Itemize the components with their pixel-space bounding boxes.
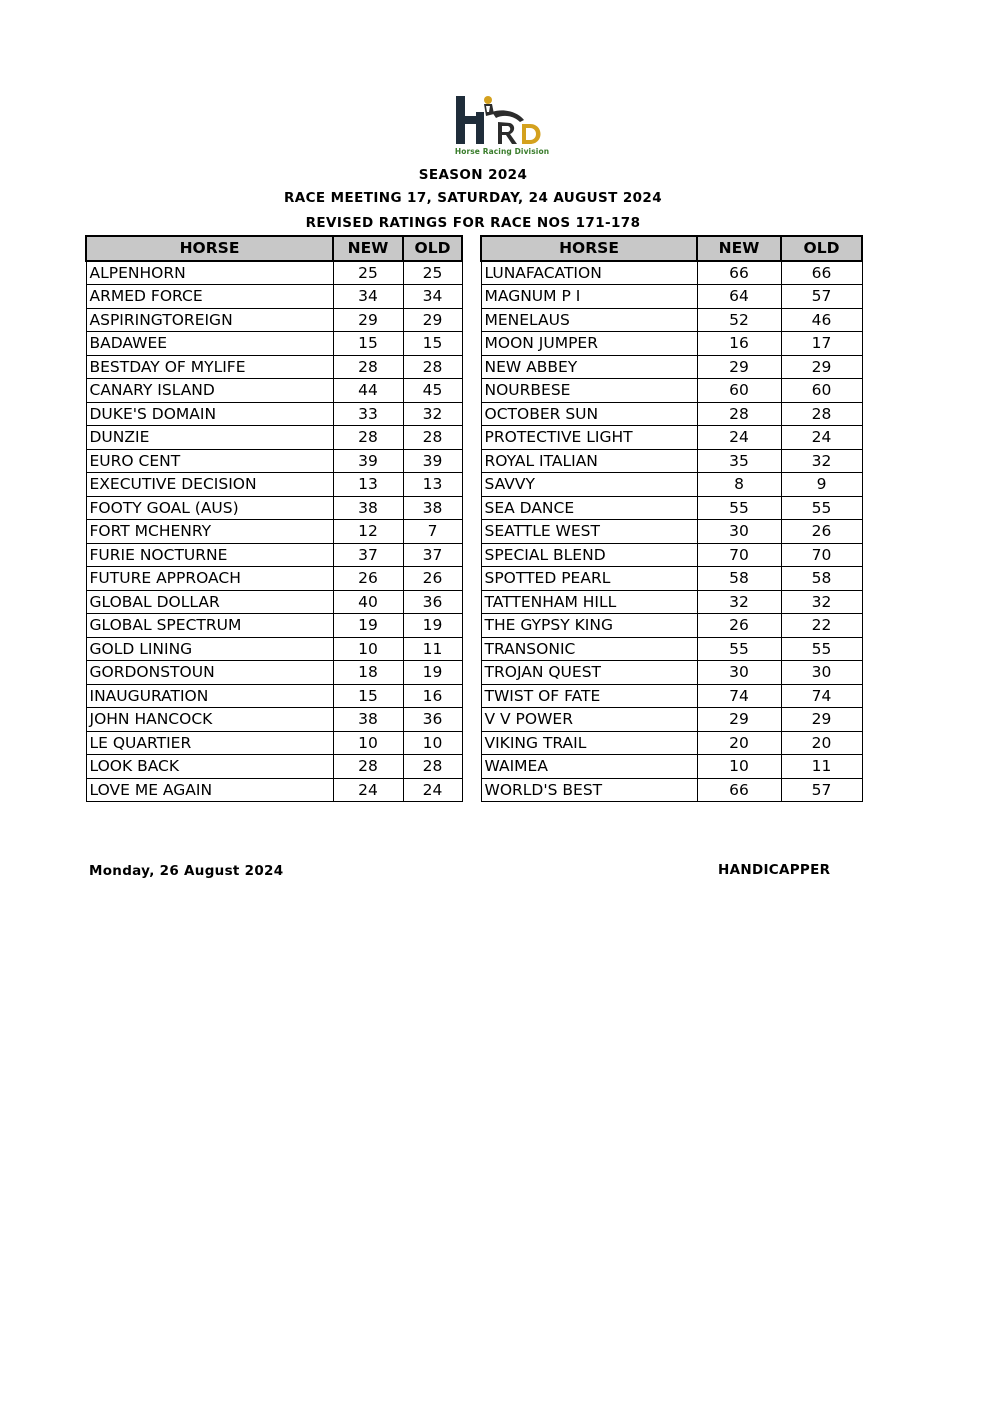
horse-name-cell: ARMED FORCE [86, 285, 333, 309]
new-rating-cell: 28 [697, 402, 781, 426]
table-row [481, 449, 862, 473]
table-row [86, 496, 462, 520]
ratings-table-right-body [481, 261, 862, 802]
old-rating-cell: 57 [781, 778, 862, 802]
horse-name-cell: BESTDAY OF MYLIFE [86, 355, 333, 379]
old-rating-cell: 58 [781, 567, 862, 591]
table-row [86, 567, 462, 591]
old-rating-cell: 66 [781, 261, 862, 285]
old-rating-cell: 28 [403, 755, 462, 779]
old-rating-cell: 46 [781, 308, 862, 332]
old-rating-cell: 74 [781, 684, 862, 708]
horse-name-cell: MAGNUM P I [481, 285, 697, 309]
table-row [86, 402, 462, 426]
old-rating-cell: 16 [403, 684, 462, 708]
old-rating-cell: 32 [781, 590, 862, 614]
table-row [481, 684, 862, 708]
new-rating-cell: 10 [333, 731, 403, 755]
old-rating-cell: 60 [781, 379, 862, 403]
new-rating-cell: 33 [333, 402, 403, 426]
new-rating-cell: 8 [697, 473, 781, 497]
ratings-table-left [85, 235, 463, 802]
horse-name-cell: WAIMEA [481, 755, 697, 779]
horse-name-cell: GORDONSTOUN [86, 661, 333, 685]
table-row [481, 496, 862, 520]
new-rating-cell: 74 [697, 684, 781, 708]
old-rating-cell: 10 [403, 731, 462, 755]
old-rating-cell: 9 [781, 473, 862, 497]
horse-name-cell: GLOBAL DOLLAR [86, 590, 333, 614]
table-row [86, 379, 462, 403]
new-rating-cell: 24 [697, 426, 781, 450]
horse-name-cell: PROTECTIVE LIGHT [481, 426, 697, 450]
horse-name-cell: GLOBAL SPECTRUM [86, 614, 333, 638]
table-row [86, 332, 462, 356]
table-row [481, 661, 862, 685]
issue-date: Monday, 26 August 2024 [89, 863, 284, 879]
old-rating-cell: 26 [403, 567, 462, 591]
old-rating-cell: 70 [781, 543, 862, 567]
column-header-new: NEW [697, 236, 781, 261]
handicapper-signature: HANDICAPPER [718, 862, 831, 878]
horse-name-cell: LOVE ME AGAIN [86, 778, 333, 802]
new-rating-cell: 35 [697, 449, 781, 473]
new-rating-cell: 10 [333, 637, 403, 661]
table-header-row [481, 236, 862, 261]
new-rating-cell: 38 [333, 708, 403, 732]
old-rating-cell: 37 [403, 543, 462, 567]
new-rating-cell: 20 [697, 731, 781, 755]
new-rating-cell: 66 [697, 778, 781, 802]
column-header-horse: HORSE [86, 236, 333, 261]
old-rating-cell: 38 [403, 496, 462, 520]
new-rating-cell: 29 [697, 355, 781, 379]
new-rating-cell: 15 [333, 684, 403, 708]
table-row [481, 261, 862, 285]
table-row [86, 473, 462, 497]
table-row [481, 590, 862, 614]
table-row [86, 426, 462, 450]
horse-name-cell: TATTENHAM HILL [481, 590, 697, 614]
table-row [481, 426, 862, 450]
new-rating-cell: 29 [697, 708, 781, 732]
horse-name-cell: JOHN HANCOCK [86, 708, 333, 732]
new-rating-cell: 52 [697, 308, 781, 332]
ratings-subtitle: REVISED RATINGS FOR RACE NOS 171-178 [305, 215, 641, 231]
table-row [86, 778, 462, 802]
table-row [86, 543, 462, 567]
table-row [86, 285, 462, 309]
table-row [86, 308, 462, 332]
horse-name-cell: FOOTY GOAL (AUS) [86, 496, 333, 520]
column-header-old: OLD [403, 236, 462, 261]
new-rating-cell: 19 [333, 614, 403, 638]
table-row [481, 778, 862, 802]
season-heading: SEASON 2024 [418, 167, 528, 183]
column-header-new: NEW [333, 236, 403, 261]
horse-name-cell: SAVVY [481, 473, 697, 497]
horse-name-cell: SPOTTED PEARL [481, 567, 697, 591]
table-header-row [86, 236, 462, 261]
new-rating-cell: 32 [697, 590, 781, 614]
new-rating-cell: 64 [697, 285, 781, 309]
table-row [86, 449, 462, 473]
horse-name-cell: ASPIRINGTOREIGN [86, 308, 333, 332]
old-rating-cell: 36 [403, 708, 462, 732]
horse-name-cell: LE QUARTIER [86, 731, 333, 755]
old-rating-cell: 39 [403, 449, 462, 473]
old-rating-cell: 36 [403, 590, 462, 614]
new-rating-cell: 29 [333, 308, 403, 332]
new-rating-cell: 26 [697, 614, 781, 638]
new-rating-cell: 60 [697, 379, 781, 403]
table-row [86, 637, 462, 661]
table-row [86, 684, 462, 708]
new-rating-cell: 15 [333, 332, 403, 356]
horse-name-cell: LOOK BACK [86, 755, 333, 779]
table-row [481, 473, 862, 497]
old-rating-cell: 17 [781, 332, 862, 356]
old-rating-cell: 15 [403, 332, 462, 356]
horse-name-cell: FUTURE APPROACH [86, 567, 333, 591]
horse-name-cell: MENELAUS [481, 308, 697, 332]
new-rating-cell: 16 [697, 332, 781, 356]
new-rating-cell: 55 [697, 496, 781, 520]
old-rating-cell: 28 [403, 355, 462, 379]
new-rating-cell: 37 [333, 543, 403, 567]
new-rating-cell: 55 [697, 637, 781, 661]
old-rating-cell: 29 [781, 355, 862, 379]
horse-name-cell: OCTOBER SUN [481, 402, 697, 426]
new-rating-cell: 70 [697, 543, 781, 567]
old-rating-cell: 55 [781, 637, 862, 661]
table-row [86, 614, 462, 638]
new-rating-cell: 28 [333, 755, 403, 779]
table-row [86, 708, 462, 732]
table-row [86, 520, 462, 544]
table-row [481, 708, 862, 732]
old-rating-cell: 30 [781, 661, 862, 685]
table-row [481, 355, 862, 379]
horse-name-cell: TWIST OF FATE [481, 684, 697, 708]
old-rating-cell: 19 [403, 614, 462, 638]
horse-name-cell: WORLD'S BEST [481, 778, 697, 802]
table-row [86, 590, 462, 614]
logo-subtitle: Horse Racing Division [454, 147, 550, 156]
table-row [481, 308, 862, 332]
table-row [86, 755, 462, 779]
horse-name-cell: GOLD LINING [86, 637, 333, 661]
horse-name-cell: EXECUTIVE DECISION [86, 473, 333, 497]
horse-name-cell: BADAWEE [86, 332, 333, 356]
new-rating-cell: 38 [333, 496, 403, 520]
table-row [481, 755, 862, 779]
old-rating-cell: 28 [403, 426, 462, 450]
table-row [481, 520, 862, 544]
new-rating-cell: 34 [333, 285, 403, 309]
table-row [481, 567, 862, 591]
old-rating-cell: 11 [403, 637, 462, 661]
old-rating-cell: 28 [781, 402, 862, 426]
table-row [86, 355, 462, 379]
horse-name-cell: V V POWER [481, 708, 697, 732]
new-rating-cell: 18 [333, 661, 403, 685]
old-rating-cell: 24 [781, 426, 862, 450]
table-row [86, 661, 462, 685]
horse-name-cell: LUNAFACATION [481, 261, 697, 285]
new-rating-cell: 25 [333, 261, 403, 285]
new-rating-cell: 30 [697, 520, 781, 544]
old-rating-cell: 26 [781, 520, 862, 544]
old-rating-cell: 11 [781, 755, 862, 779]
horse-name-cell: EURO CENT [86, 449, 333, 473]
table-row [86, 731, 462, 755]
table-row [481, 332, 862, 356]
old-rating-cell: 57 [781, 285, 862, 309]
new-rating-cell: 26 [333, 567, 403, 591]
new-rating-cell: 12 [333, 520, 403, 544]
old-rating-cell: 24 [403, 778, 462, 802]
table-row [481, 379, 862, 403]
old-rating-cell: 7 [403, 520, 462, 544]
table-row [481, 402, 862, 426]
old-rating-cell: 32 [781, 449, 862, 473]
new-rating-cell: 66 [697, 261, 781, 285]
table-row [481, 285, 862, 309]
horse-name-cell: NOURBESE [481, 379, 697, 403]
horse-name-cell: FURIE NOCTURNE [86, 543, 333, 567]
old-rating-cell: 45 [403, 379, 462, 403]
horse-name-cell: MOON JUMPER [481, 332, 697, 356]
new-rating-cell: 13 [333, 473, 403, 497]
new-rating-cell: 30 [697, 661, 781, 685]
new-rating-cell: 44 [333, 379, 403, 403]
old-rating-cell: 25 [403, 261, 462, 285]
column-header-horse: HORSE [481, 236, 697, 261]
new-rating-cell: 28 [333, 355, 403, 379]
horse-name-cell: THE GYPSY KING [481, 614, 697, 638]
horse-name-cell: VIKING TRAIL [481, 731, 697, 755]
new-rating-cell: 58 [697, 567, 781, 591]
new-rating-cell: 10 [697, 755, 781, 779]
horse-name-cell: TRANSONIC [481, 637, 697, 661]
new-rating-cell: 28 [333, 426, 403, 450]
old-rating-cell: 13 [403, 473, 462, 497]
horse-name-cell: TROJAN QUEST [481, 661, 697, 685]
horse-name-cell: ALPENHORN [86, 261, 333, 285]
horse-name-cell: DUKE'S DOMAIN [86, 402, 333, 426]
horse-name-cell: SPECIAL BLEND [481, 543, 697, 567]
old-rating-cell: 19 [403, 661, 462, 685]
meeting-heading: RACE MEETING 17, SATURDAY, 24 AUGUST 2024 [283, 190, 663, 206]
new-rating-cell: 39 [333, 449, 403, 473]
new-rating-cell: 40 [333, 590, 403, 614]
table-row [86, 261, 462, 285]
old-rating-cell: 22 [781, 614, 862, 638]
ratings-table-right [480, 235, 863, 802]
new-rating-cell: 24 [333, 778, 403, 802]
old-rating-cell: 34 [403, 285, 462, 309]
table-row [481, 614, 862, 638]
horse-name-cell: SEATTLE WEST [481, 520, 697, 544]
old-rating-cell: 32 [403, 402, 462, 426]
old-rating-cell: 55 [781, 496, 862, 520]
table-row [481, 543, 862, 567]
horse-name-cell: SEA DANCE [481, 496, 697, 520]
table-row [481, 731, 862, 755]
horse-name-cell: INAUGURATION [86, 684, 333, 708]
horse-name-cell: DUNZIE [86, 426, 333, 450]
column-header-old: OLD [781, 236, 862, 261]
horse-name-cell: CANARY ISLAND [86, 379, 333, 403]
old-rating-cell: 29 [403, 308, 462, 332]
old-rating-cell: 20 [781, 731, 862, 755]
old-rating-cell: 29 [781, 708, 862, 732]
ratings-table-left-body [86, 261, 462, 802]
horse-name-cell: NEW ABBEY [481, 355, 697, 379]
horse-name-cell: ROYAL ITALIAN [481, 449, 697, 473]
horse-name-cell: FORT MCHENRY [86, 520, 333, 544]
table-row [481, 637, 862, 661]
